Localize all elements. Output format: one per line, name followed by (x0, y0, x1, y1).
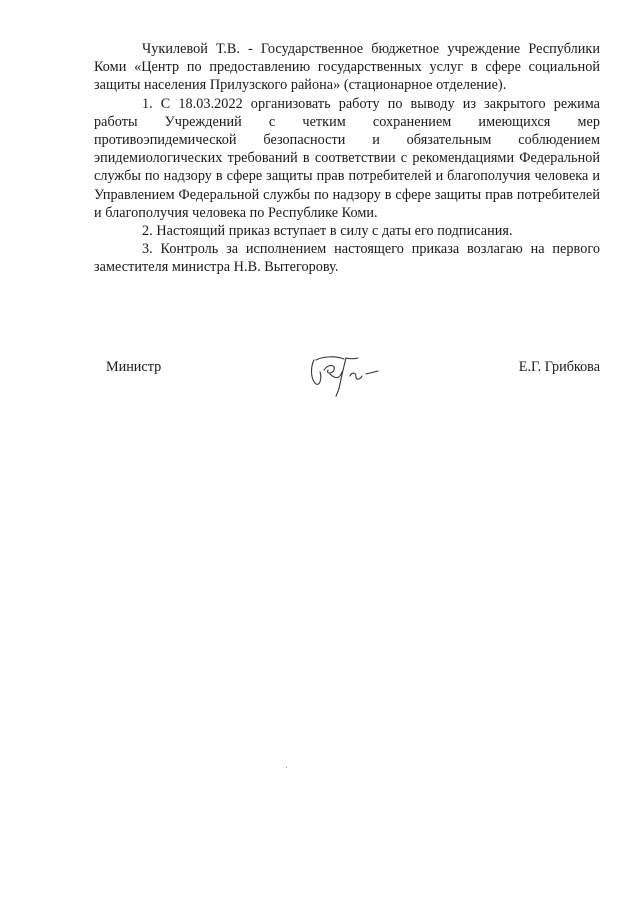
handwritten-signature-icon (306, 350, 398, 398)
scan-speck (286, 767, 287, 768)
signatory-name: Е.Г. Грибкова (518, 359, 600, 375)
paragraph-item-1: 1. С 18.03.2022 организовать работу по выводу из закрытого режима работы Учреждений с четким сохранением имеющихся мер противоэпидемической безопасности и обязательным соблюдением эпидемиологических требований в соответствии с рекомендациями Федеральной службы по надзору в сфере защиты прав потребителей и благополучия человека и Управлением Федеральной службы по надзору в сфере защиты прав потребителей и благополучия человека по Республике Коми. (94, 95, 600, 221)
order-body (94, 40, 600, 277)
signatory-title: Министр (106, 359, 162, 375)
paragraph-item-3: 3. Контроль за исполнением настоящего приказа возлагаю на первого заместителя министра Н.В. Вытегорову. (94, 241, 600, 276)
signature-block (0, 350, 640, 400)
paragraph-assignee: Чукилевой Т.В. - Государственное бюджетное учреждение Республики Коми «Центр по предоставлению государственных услуг в сфере социальной защиты населения Прилузского района» (стационарное отделение). (94, 41, 600, 94)
paragraph-item-2: 2. Настоящий приказ вступает в силу с даты его подписания. (142, 223, 513, 240)
